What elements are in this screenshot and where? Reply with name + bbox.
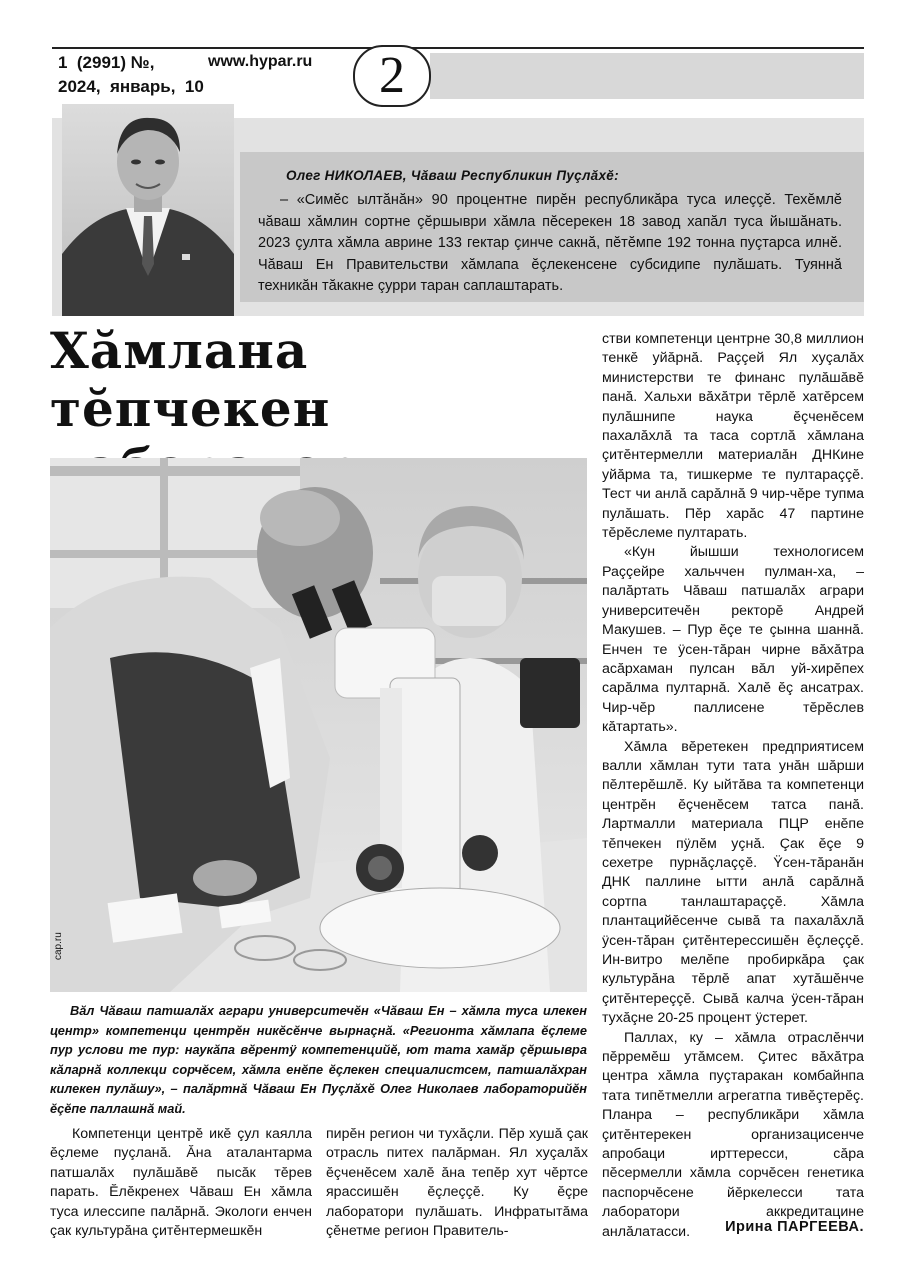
paragraph: стви компетенци центрне 30,8 миллион тенкĕ уйăрнă. Раççей Ял хуçалăх министерстви те финанс пулăшăвĕ панă. Хальхи вăхăтри тĕрлĕ хатĕрсем пулăшнипе наука ĕçченĕсем пахалăхлă та таса сортлă хăмлана çитĕнтермелли материалăн ДНКине уйăрма та, тишкерме те пултараççĕ. Тест чи анлă сарăлнă 9 чир-чĕре тупма пулăшать. Пĕр харăс 47 партине тĕрĕслеме пултарать. bbox=[602, 331, 864, 542]
website-link[interactable]: www.hypar.ru bbox=[208, 53, 313, 70]
issue-date: 2024, январь, 10 bbox=[58, 77, 204, 96]
lab-photo bbox=[50, 458, 587, 992]
paragraph: Хăмла вĕретекен предприятисем валли хăмлан тути тата унăн шăрши пĕлтерĕшлĕ. Ку ыйтăва та компетенци центрĕн ĕçченĕсем татса панă. Лартмалли материала ПЦР енĕпе тĕпчекен пÿлĕм уçнă. Çак ĕçе 9 сехетре пурнăçлаççĕ. Ÿсен-тăранăн ДНК паллине ытти анлă сарăлнă сортпа танлаштараççĕ. Хăмла плантацийĕсенче сывă та пахалăхлă ÿсен-тăран çитĕнтерессишĕн ĕçлеççĕ. Ин-витро мелĕпе пробиркăра çак культурăна тĕрлĕ апат хутăшĕнче çитĕнтереççĕ. Сывă калча ÿсен-тăран тухăçне 20-25 процент ÿстерет. bbox=[602, 738, 864, 1027]
article-column-2 bbox=[326, 1125, 588, 1241]
photo-caption: Вăл Чăваш патшалăх аграри университечĕн «Чăваш Ен – хăмла туса илекен центр» компетенци центрĕн никĕсĕнче вырнаçнă. «Регионта хăмлапа ĕçлеме пур услови те пур: наукăпа вĕрентÿ компетенцийĕ, ют тата хамăр çĕршывра кăларнă коллекци сорчĕсем, хăмла енĕпе ĕçлекен специалистсем, патшалăхран килекен пулăшу», – палăртнă Чăваш Ен Пуçлăхĕ Олег Николаев лабораторийĕн ĕçĕпе паллашнă май. bbox=[50, 1003, 587, 1116]
issue-number: 1 (2991) №, bbox=[58, 53, 155, 72]
photo-credit: cap.ru bbox=[53, 932, 64, 960]
author-signature: Ирина ПАРГЕЕВА. bbox=[725, 1219, 864, 1235]
portrait-photo bbox=[62, 104, 234, 316]
paragraph: «Кун йышши технологисем Раççейре хальччен пулман-ха, – палăртать Чăваш патшалăх аграри университечĕн ректорĕ Андрей Макушев. – Пур ĕçе те çынна шаннă. Енчен те ÿсен-тăран чирне вăхăтра асăрхаман пулсан вăл уй-хирĕпех сарăлма пултарнă. Халĕ ĕç ансатрах. Чир-чĕр паллисене тĕрĕслев кăтартать». bbox=[602, 544, 864, 736]
article-column-3 bbox=[602, 330, 864, 1242]
header-gray-band bbox=[430, 53, 864, 99]
article-column-1 bbox=[50, 1125, 312, 1241]
page-number: 2 bbox=[353, 45, 431, 107]
title-line-1: Хăмлана тĕпчекен bbox=[50, 321, 331, 438]
paragraph: Компетенци центрĕ икĕ çул каялла ĕçлеме пуçланă. Ăна аталантарма патшалăх пулăшăвĕ пысăк тĕрев парать. Ĕлĕкренех Чăваш Ен хăмла туса илессипе палăрнă. Экологи енчен çак культурăна çитĕнтермешкĕн bbox=[50, 1126, 312, 1240]
paragraph: Паллах, ку – хăмла отраслĕнчи пĕрремĕш утăмсем. Çитес вăхăтра центра хăмла пуçтаракан комбайнпа тата типĕтмелли агрегатпа тивĕçтерĕç. Планра – республикăри хăмла çитĕнтерекен организацисенче апробаци ирттересси, сăра пĕсермелли хăмла сорчĕсен генетика паспорчĕсене йĕркелесси тата лаборатори аккредитацине анлăлатасси. bbox=[602, 1029, 864, 1240]
quote-speaker: Олег НИКОЛАЕВ, Чăваш Республикин Пуçлăхĕ: bbox=[286, 168, 619, 183]
quote-text: – «Симĕс ылтăнăн» 90 процентне пирĕн республикăра туса илеççĕ. Техĕмлĕ чăваш хăмлин сортне çĕршыври хăмла пĕсерекен 18 завод хапăл туса йышăнать. 2023 çулта хăмла аврине 133 гектар çинче сакнă, пĕтĕмпе 192 тонна пуçтарса илнĕ. Чăваш Ен Правительстви хăмлапа ĕçлекенсене субсидипе пулăшать. Туяннă техникăн тăкакне çурри таран саплаштарать. bbox=[258, 192, 842, 294]
paragraph: пирĕн регион чи тухăçли. Пĕр хушă çак отрасль питех палăрман. Ял хуçалăх ĕçченĕсем халĕ ăна тепĕр хут чĕртсе яраccишĕн ĕçлеççĕ. Ку ĕçре лаборатори пулăшать. Инфратытăма çĕнетме регион Правитель- bbox=[326, 1126, 588, 1240]
